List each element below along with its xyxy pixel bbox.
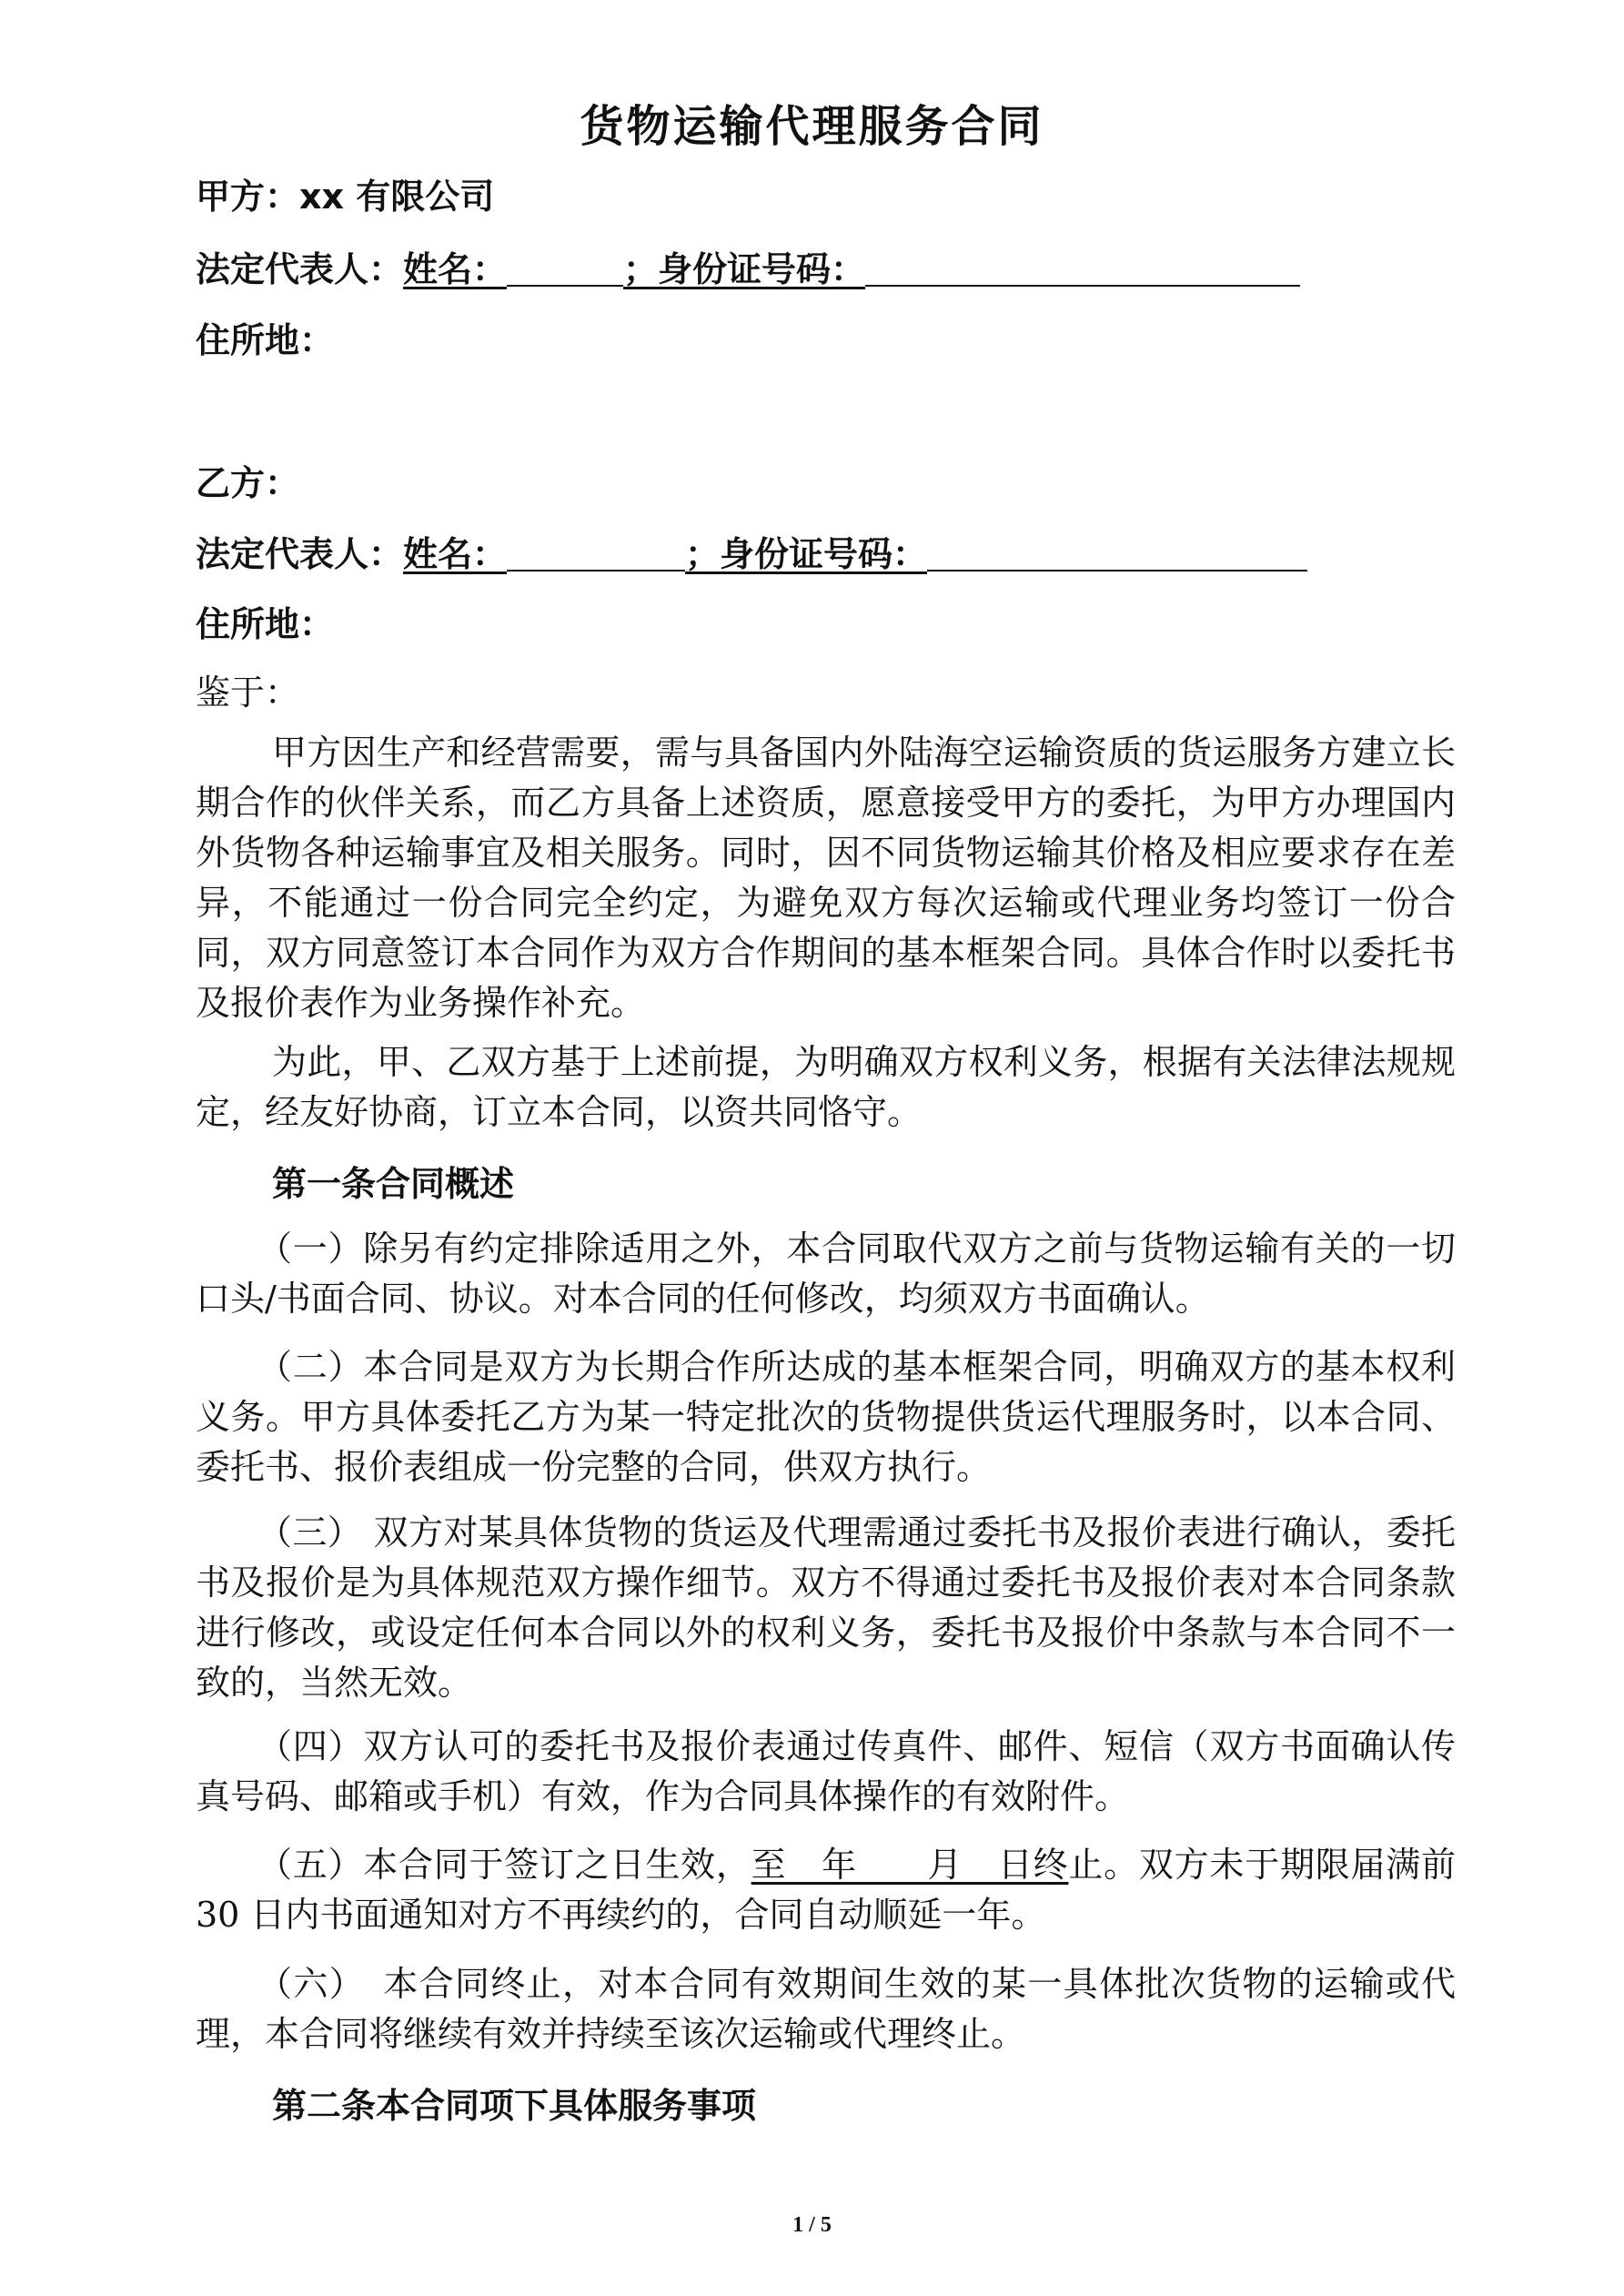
clause-5-before: （五）本合同于签订之日生效， (257, 1845, 751, 1885)
party-a-address-label: 住所地： (196, 320, 335, 360)
article-1-heading: 第一条合同概述 (272, 1164, 515, 1204)
page-number: 1 / 5 (792, 2213, 832, 2237)
party-a-id-blank[interactable] (865, 252, 1300, 287)
recital-paragraph-1: 甲方因生产和经营需要，需与具备国内外陆海空运输资质的货运服务方建立长期合作的伙伴关系，而乙方具备上述资质，愿意接受甲方的委托，为甲方办理国内外货物各种运输事宜及相关服务。同时，因不同货物运输其价格及相应要求存在差异，不能通过一份合同完全约定，为避免双方每次运输或代理业务均签订一份合同，双方同意签订本合同作为双方合作期间的基本框架合同。具体合作时以委托书及报价表作为业务操作补充。 (196, 733, 1456, 1023)
party-a-representative (196, 241, 1300, 291)
party-b-label: 乙方： (196, 463, 300, 503)
party-b-name-blank[interactable] (507, 537, 685, 571)
party-a-rep-label: 法定代表人： (196, 249, 404, 289)
party-b-id-label: ；身份证号码： (685, 534, 928, 574)
party-a-name-blank[interactable] (507, 252, 623, 287)
article-2-heading: 第二条本合同项下具体服务事项 (272, 2086, 757, 2126)
contract-term-blank[interactable]: 至 年 月 日终 (751, 1845, 1069, 1885)
article-1-clause-4: （四）双方认可的委托书及报价表通过传真件、邮件、短信（双方书面确认传真号码、邮箱或手机）有效，作为合同具体操作的有效附件。 (196, 1726, 1456, 1816)
party-a-label: 甲方：xx 有限公司 (196, 177, 495, 217)
article-1-clause-1: （一）除另有约定排除适用之外，本合同取代双方之前与货物运输有关的一切口头/书面合同、协议。对本合同的任何修改，均须双方书面确认。 (196, 1229, 1456, 1319)
party-b-id-blank[interactable] (927, 537, 1307, 571)
recital-paragraph-2: 为此，甲、乙双方基于上述前提，为明确双方权利义务，根据有关法律法规规定，经友好协商，订立本合同，以资共同恪守。 (196, 1042, 1456, 1132)
clause-5-after: 止。双方未于期限届满前 30 日内书面通知对方不再续约的，合同自动顺延一年。 (196, 1845, 1456, 1935)
party-b-address-label: 住所地： (196, 604, 335, 644)
party-b-name-label: 姓名： (403, 534, 508, 574)
article-1-clause-2: （二）本合同是双方为长期合作所达成的基本框架合同，明确双方的基本权利义务。甲方具体委托乙方为某一特定批次的货物提供货运代理服务时，以本合同、委托书、报价表组成一份完整的合同，供双方执行。 (196, 1347, 1456, 1487)
article-1-clause-3: （三） 双方对某具体货物的货运及代理需通过委托书及报价表进行确认，委托书及报价是为具体规范双方操作细节。双方不得通过委托书及报价表对本合同条款进行修改，或设定任何本合同以外的权利义务，委托书及报价中条款与本合同不一致的，当然无效。 (196, 1512, 1456, 1703)
party-b-rep-label: 法定代表人： (196, 534, 404, 574)
party-b-representative (196, 526, 1307, 576)
article-1-clause-5 (196, 1840, 1456, 1940)
whereas-label: 鉴于： (196, 673, 300, 713)
document-title: 货物运输代理服务合同 (580, 101, 1044, 152)
party-a-id-label: ；身份证号码： (623, 249, 866, 289)
article-1-clause-6: （六） 本合同终止，对本合同有效期间生效的某一具体批次货物的运输或代理，本合同将继续有效并持续至该次运输或代理终止。 (196, 1964, 1456, 2054)
party-a-name-label: 姓名： (403, 249, 508, 289)
